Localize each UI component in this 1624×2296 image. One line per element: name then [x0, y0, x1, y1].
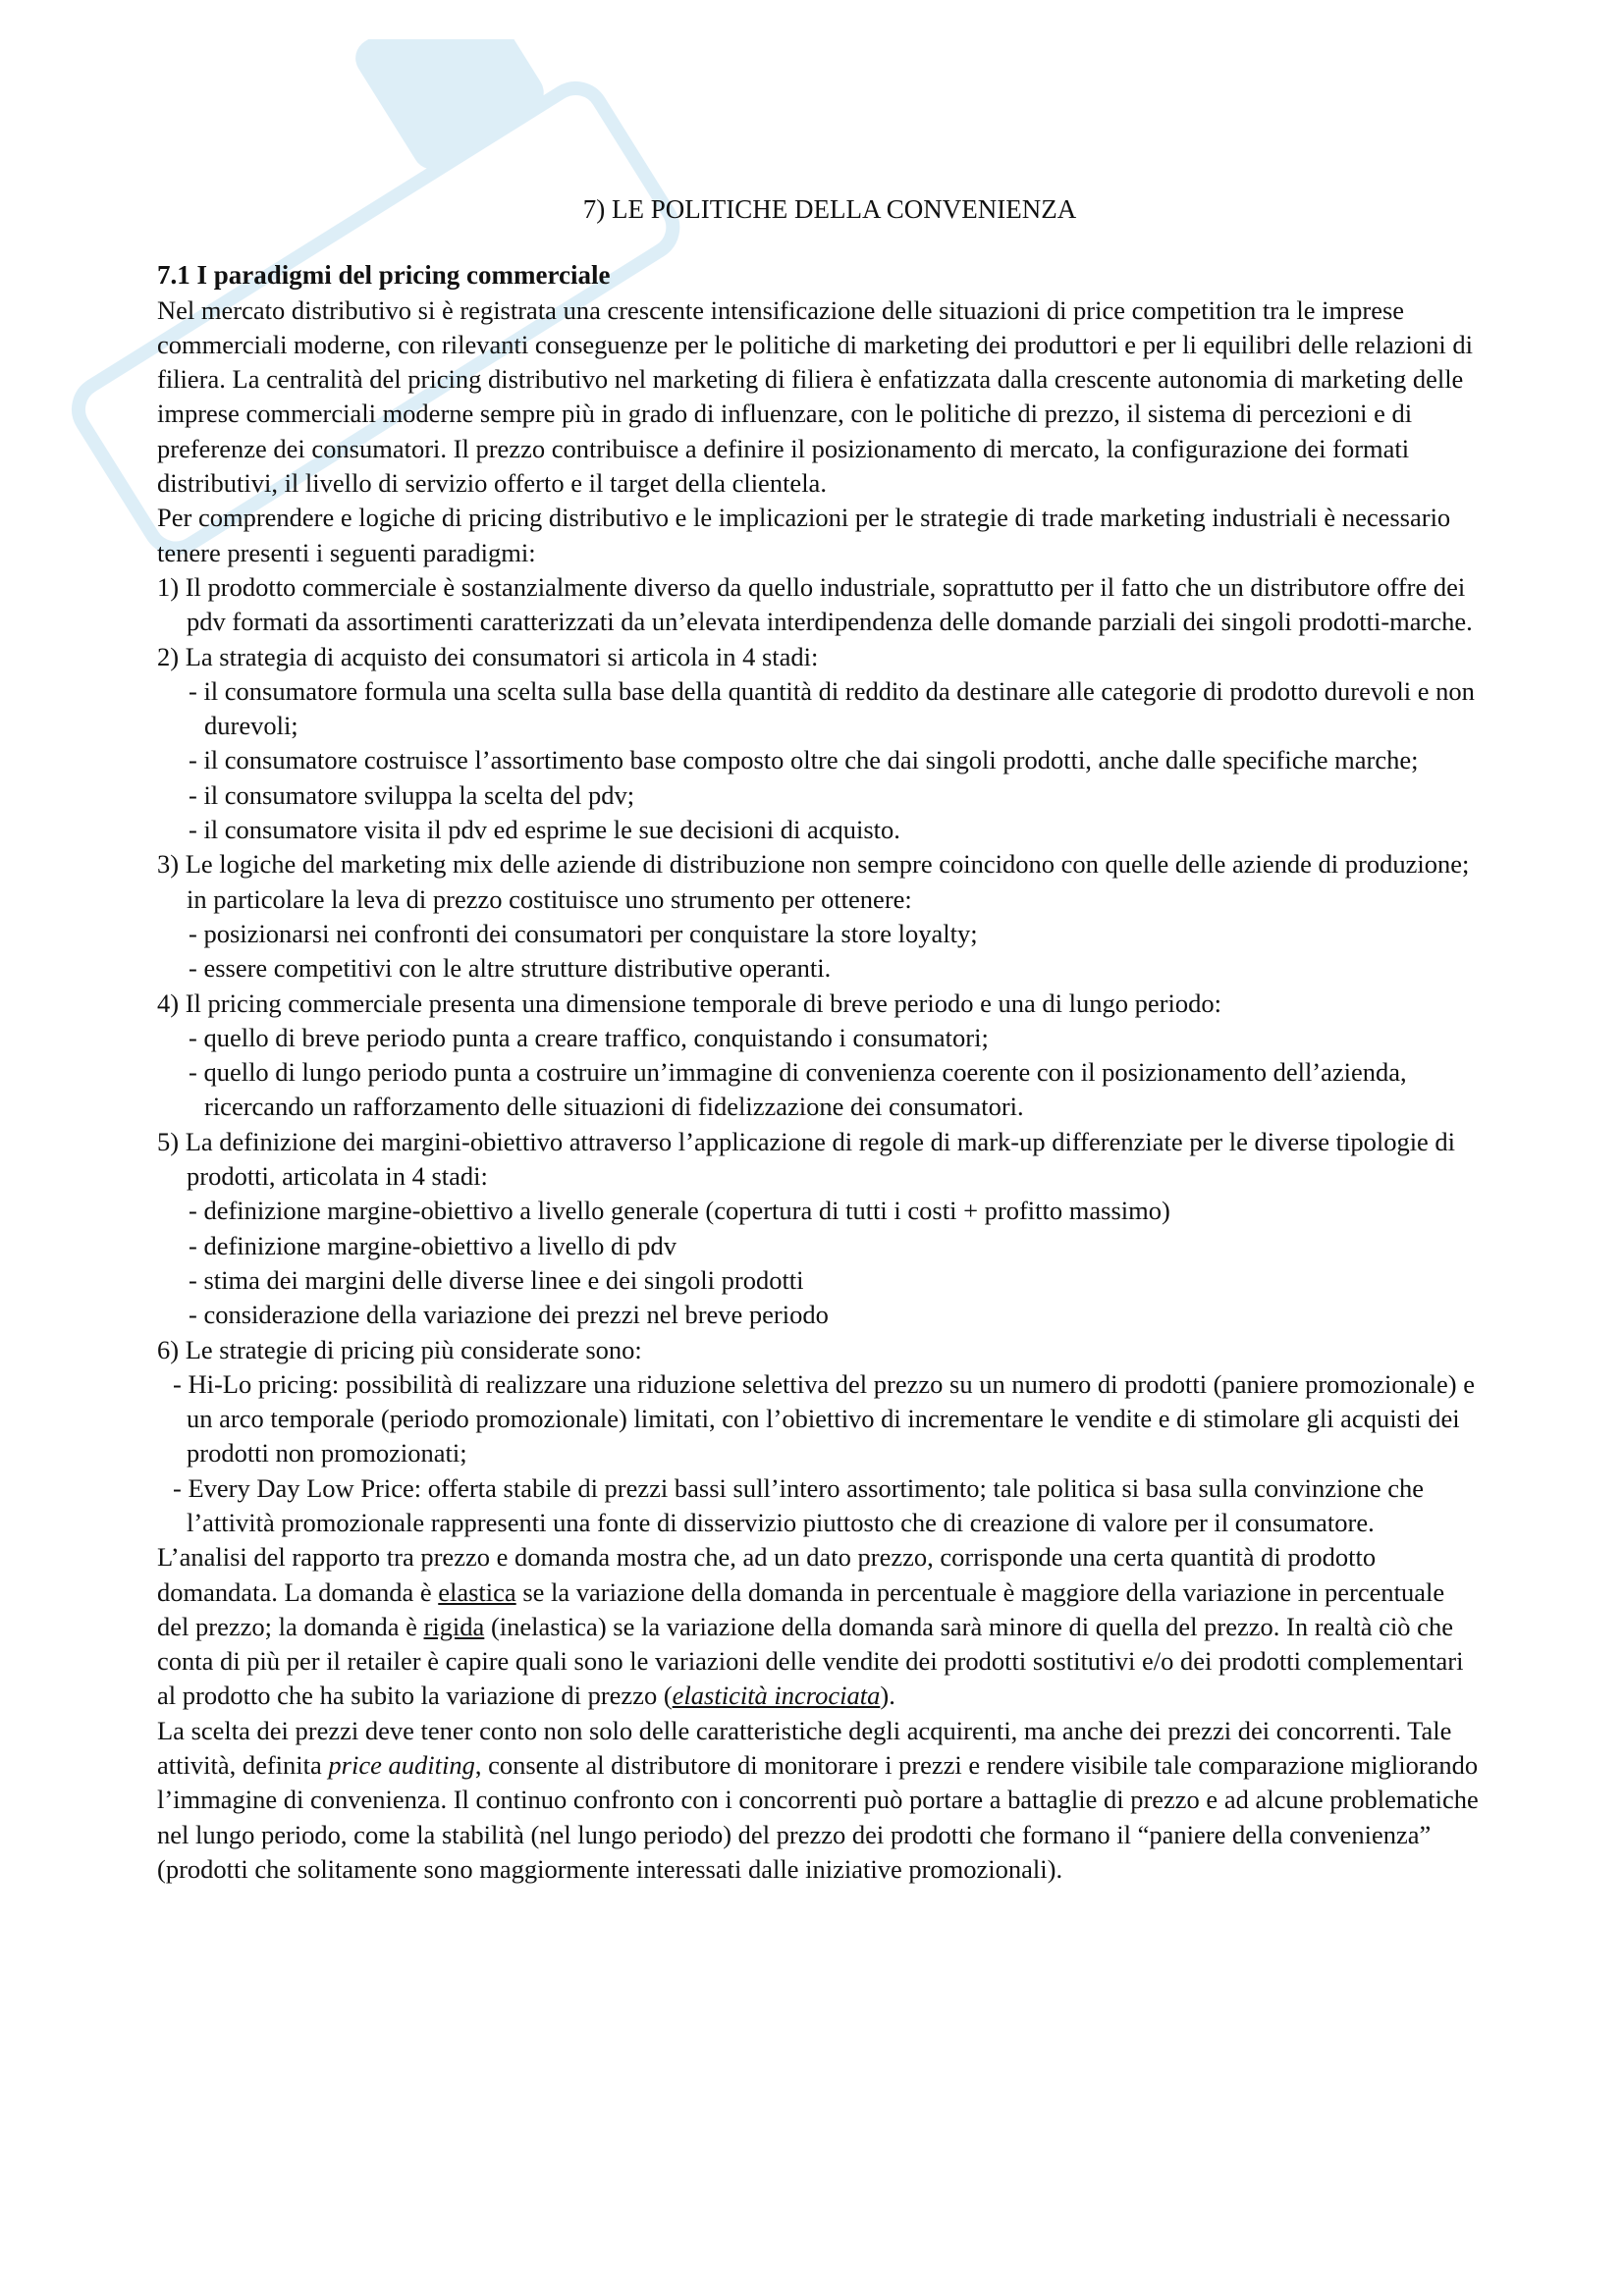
auditing-text-2: , consente al distributore di monitorare i prezzi e rendere visibile tale comparazione migliorando l’immagine di convenienza. Il continuo confronto con i concorrenti può portare a battaglie di prezzo e ad alcune problematiche nel lungo periodo, come la stabilità (nel lungo periodo) del prezzo dei prodotti che formano il “paniere della convenienza” (prodotti che solitamente sono maggiormente interessati dalle iniziative promozionali).	[157, 1750, 1479, 1884]
elasticity-text-1: L’analisi del rapporto tra prezzo e domanda mostra che, ad un dato prezzo, corrisponde una certa quantità di prodotto domandata. La domanda è	[157, 1542, 1377, 1607]
paradigm-3: 3) Le logiche del marketing mix delle aziende di distribuzione non sempre coincidono con quelle delle aziende di produzione; in particolare la leva di prezzo costituisce uno strumento per ottenere:	[157, 849, 1470, 914]
paradigm-2-sub-2: - il consumatore costruisce l’assortimento base composto oltre che dai singoli prodotti, anche dalle specifiche marche;	[189, 745, 1419, 775]
paradigms-intro: Per comprendere e logiche di pricing distributivo e le implicazioni per le strategie di trade marketing industriali è necessario tenere presenti i seguenti paradigmi:	[157, 503, 1451, 567]
elasticity-paragraph	[157, 1540, 1483, 1713]
auditing-paragraph	[157, 1714, 1483, 1887]
paradigm-6: 6) Le strategie di pricing più considerate sono:	[157, 1334, 642, 1364]
section-title: 7.1 I paradigmi del pricing commerciale	[157, 260, 611, 291]
term-rigida: rigida	[423, 1611, 485, 1641]
paradigm-3-sub-1: - posizionarsi nei confronti dei consumatori per conquistare la store loyalty;	[189, 918, 978, 948]
paradigm-4-sub-1: - quello di breve periodo punta a creare traffico, conquistando i consumatori;	[189, 1022, 989, 1052]
paradigm-1: 1) Il prodotto commerciale è sostanzialmente diverso da quello industriale, soprattutto per il fatto che un distributore offre dei pdv formati da assortimenti caratterizzati da un’elevata interdipendenza delle domande parziali dei singoli prodotti-marche.	[157, 571, 1473, 637]
paradigm-2-sub-3: - il consumatore sviluppa la scelta del pdv;	[189, 779, 635, 810]
elasticity-text-3: (inelastica) se la variazione della domanda sarà minore di quella del prezzo. In realtà ciò che conta di più per il retailer è capire quali sono le variazioni delle vendite dei prodotti sostitutivi e/o dei prodotti complementari al prodotto che ha subito la variazione di prezzo (	[157, 1611, 1464, 1711]
paradigm-6-sub-2: - Every Day Low Price: offerta stabile di prezzi bassi sull’intero assortimento; tale politica si basa sulla convinzione che l’attività promozionale rappresenti una fonte di disservizio piuttosto che di creazione di valore per il consumatore.	[173, 1472, 1425, 1537]
paradigm-2: 2) La strategia di acquisto dei consumatori si articola in 4 stadi:	[157, 641, 819, 671]
term-price-auditing: price auditing	[328, 1750, 475, 1781]
term-elastica: elastica	[438, 1576, 516, 1607]
document-page	[157, 192, 1483, 1887]
auditing-text-1: La scelta dei prezzi deve tener conto non solo delle caratteristiche degli acquirenti, ma anche dei prezzi dei concorrenti. Tale attività, definita	[157, 1715, 1452, 1781]
paradigm-5: 5) La definizione dei margini-obiettivo attraverso l’applicazione di regole di mark-up differenziate per le diverse tipologie di prodotti, articolata in 4 stadi:	[157, 1126, 1456, 1192]
paradigm-4-sub-2: - quello di lungo periodo punta a costruire un’immagine di convenienza coerente con il posizionamento dell’azienda, ricercando un rafforzamento delle situazioni di fidelizzazione dei consumatori.	[189, 1057, 1407, 1122]
elasticity-text-2: se la variazione della domanda in percentuale è maggiore della variazione in percentuale del prezzo; la domanda è	[157, 1576, 1445, 1641]
paradigm-6-sub-1: - Hi-Lo pricing: possibilità di realizzare una riduzione selettiva del prezzo su un numero di prodotti (paniere promozionale) e un arco temporale (periodo promozionale) limitati, con l’obiettivo di incrementare le vendite e di stimolare gli acquisti dei prodotti non promozionati;	[173, 1368, 1476, 1468]
paradigm-5-sub-1: - definizione margine-obiettivo a livello generale (copertura di tutti i costi + profitto massimo)	[189, 1196, 1170, 1226]
paradigm-5-sub-4: - considerazione della variazione dei prezzi nel breve periodo	[189, 1300, 829, 1330]
elasticity-text-4: ).	[880, 1681, 895, 1711]
paradigm-2-sub-4: - il consumatore visita il pdv ed esprime le sue decisioni di acquisto.	[189, 815, 900, 845]
paradigm-5-sub-2: - definizione margine-obiettivo a livello di pdv	[189, 1230, 677, 1260]
paradigm-5-sub-3: - stima dei margini delle diverse linee e dei singoli prodotti	[189, 1264, 804, 1295]
paradigm-3-sub-2: - essere competitivi con le altre strutture distributive operanti.	[189, 953, 832, 984]
term-elasticita-incrociata: elasticità incrociata	[672, 1681, 881, 1711]
paradigm-4: 4) Il pricing commerciale presenta una dimensione temporale di breve periodo e una di lungo periodo:	[157, 988, 1221, 1018]
paradigm-2-sub-1: - il consumatore formula una scelta sulla base della quantità di reddito da destinare alle categorie di prodotto durevoli e non durevoli;	[189, 675, 1475, 741]
page-title: 7) LE POLITICHE DELLA CONVENIENZA	[582, 194, 1077, 224]
intro-paragraph: Nel mercato distributivo si è registrata una crescente intensificazione delle situazioni di price competition tra le imprese commerciali moderne, con rilevanti conseguenze per le politiche di marketing dei produttori e per li equilibri delle relazioni di filiera. La centralità del pricing distributivo nel marketing di filiera è enfatizzata dalla crescente autonomia di marketing delle imprese commerciali moderne sempre più in grado di influenzare, con le politiche di prezzo, il sistema di percezioni e di preferenze dei consumatori. Il prezzo contribuisce a definire il posizionamento di mercato, la configurazione dei formati distributivi, il livello di servizio offerto e il target della clientela.	[157, 294, 1473, 499]
